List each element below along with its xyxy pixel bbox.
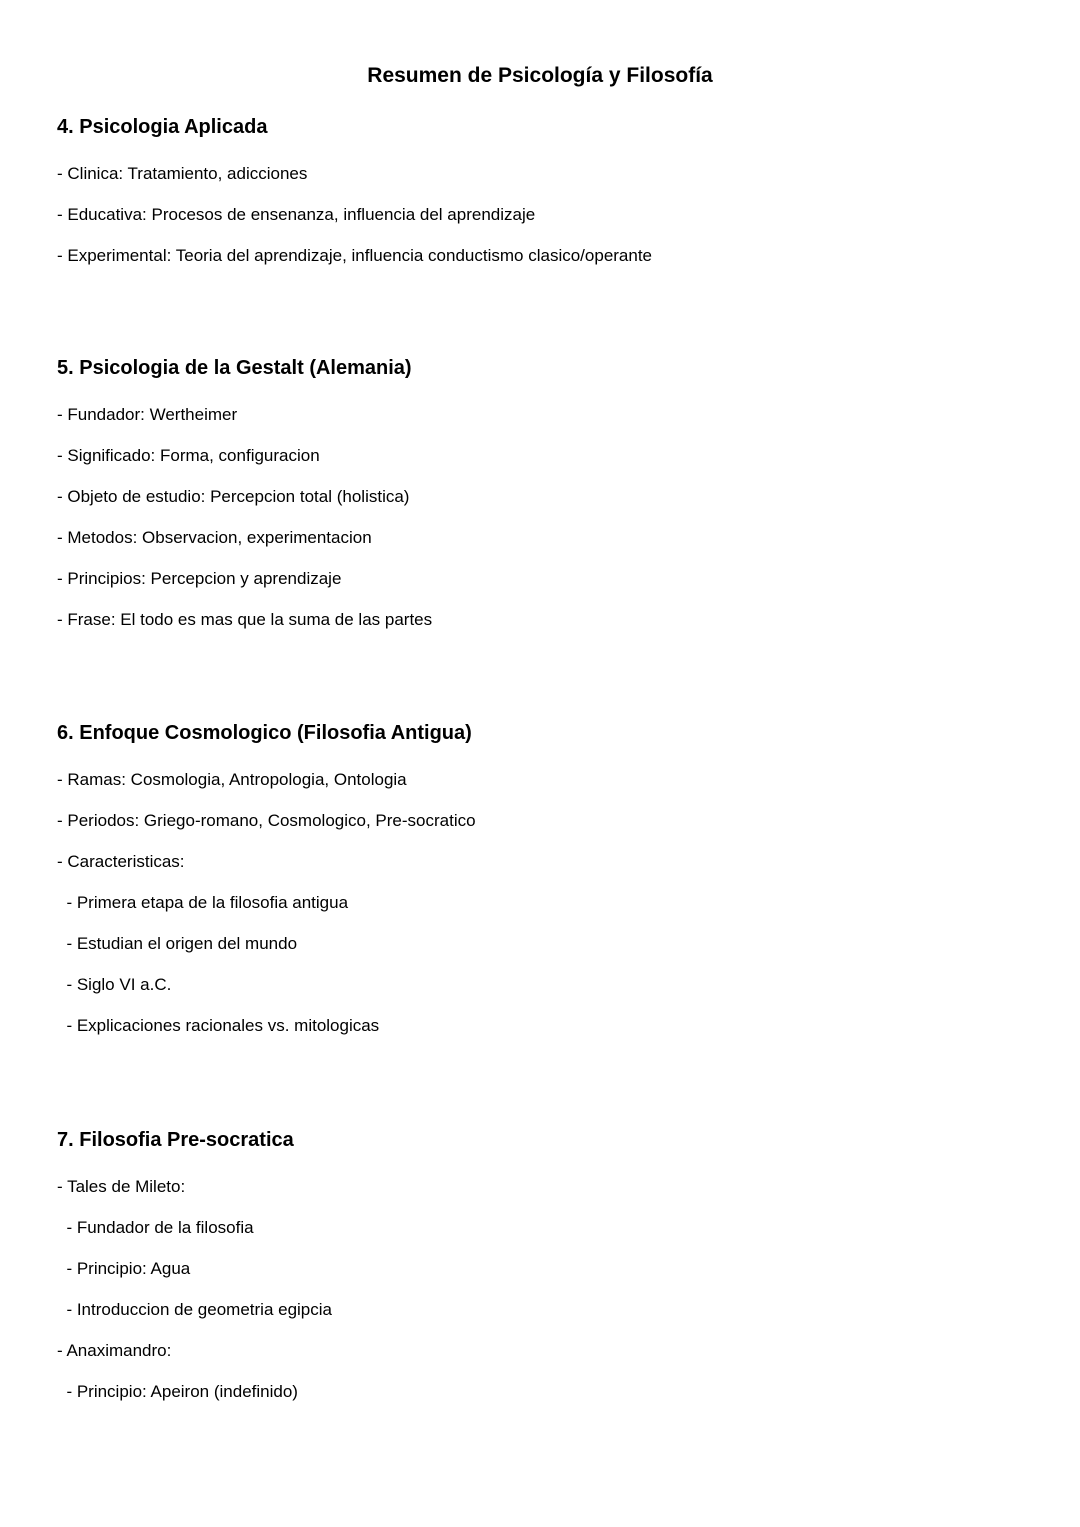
list-item: - Caracteristicas:: [57, 852, 185, 871]
list-item: - Significado: Forma, configuracion: [57, 446, 320, 465]
section-list: [57, 754, 476, 1046]
document-title: Resumen de Psicología y Filosofía: [367, 64, 713, 87]
list-item: - Fundador: Wertheimer: [57, 405, 238, 424]
section-heading: 4. Psicologia Aplicada: [57, 116, 268, 138]
section-heading: 6. Enfoque Cosmologico (Filosofia Antigua): [57, 722, 472, 744]
list-item: - Tales de Mileto:: [57, 1177, 186, 1196]
list-item: - Fundador de la filosofia: [57, 1218, 254, 1237]
list-item: - Estudian el origen del mundo: [57, 934, 298, 953]
list-item: - Anaximandro:: [57, 1341, 172, 1360]
list-item: - Educativa: Procesos de ensenanza, influencia del aprendizaje: [57, 205, 536, 224]
list-item: - Primera etapa de la filosofia antigua: [57, 893, 349, 912]
list-item: - Experimental: Teoria del aprendizaje, influencia conductismo clasico/operante: [57, 246, 653, 265]
list-item: - Explicaciones racionales vs. mitologicas: [57, 1016, 380, 1035]
list-item: - Periodos: Griego-romano, Cosmologico, Pre-socratico: [57, 811, 476, 830]
list-item: - Principios: Percepcion y aprendizaje: [57, 569, 342, 588]
list-item: - Introduccion de geometria egipcia: [57, 1300, 332, 1319]
section-list: [57, 1161, 332, 1412]
list-item: - Metodos: Observacion, experimentacion: [57, 528, 372, 547]
section-filosofia-presocratica: [57, 1120, 332, 1412]
list-item: - Siglo VI a.C.: [57, 975, 172, 994]
section-list: [57, 148, 652, 276]
section-psicologia-aplicada: [57, 107, 652, 276]
section-gestalt: [57, 348, 432, 640]
list-item: - Principio: Apeiron (indefinido): [57, 1382, 298, 1401]
section-list: [57, 389, 432, 640]
section-enfoque-cosmologico: [57, 713, 476, 1046]
list-item: - Clinica: Tratamiento, adicciones: [57, 164, 308, 183]
list-item: - Principio: Agua: [57, 1259, 191, 1278]
section-heading: 5. Psicologia de la Gestalt (Alemania): [57, 357, 412, 379]
list-item: - Objeto de estudio: Percepcion total (holistica): [57, 487, 410, 506]
list-item: - Frase: El todo es mas que la suma de las partes: [57, 610, 433, 629]
section-heading: 7. Filosofia Pre-socratica: [57, 1129, 294, 1151]
list-item: - Ramas: Cosmologia, Antropologia, Ontologia: [57, 770, 407, 789]
